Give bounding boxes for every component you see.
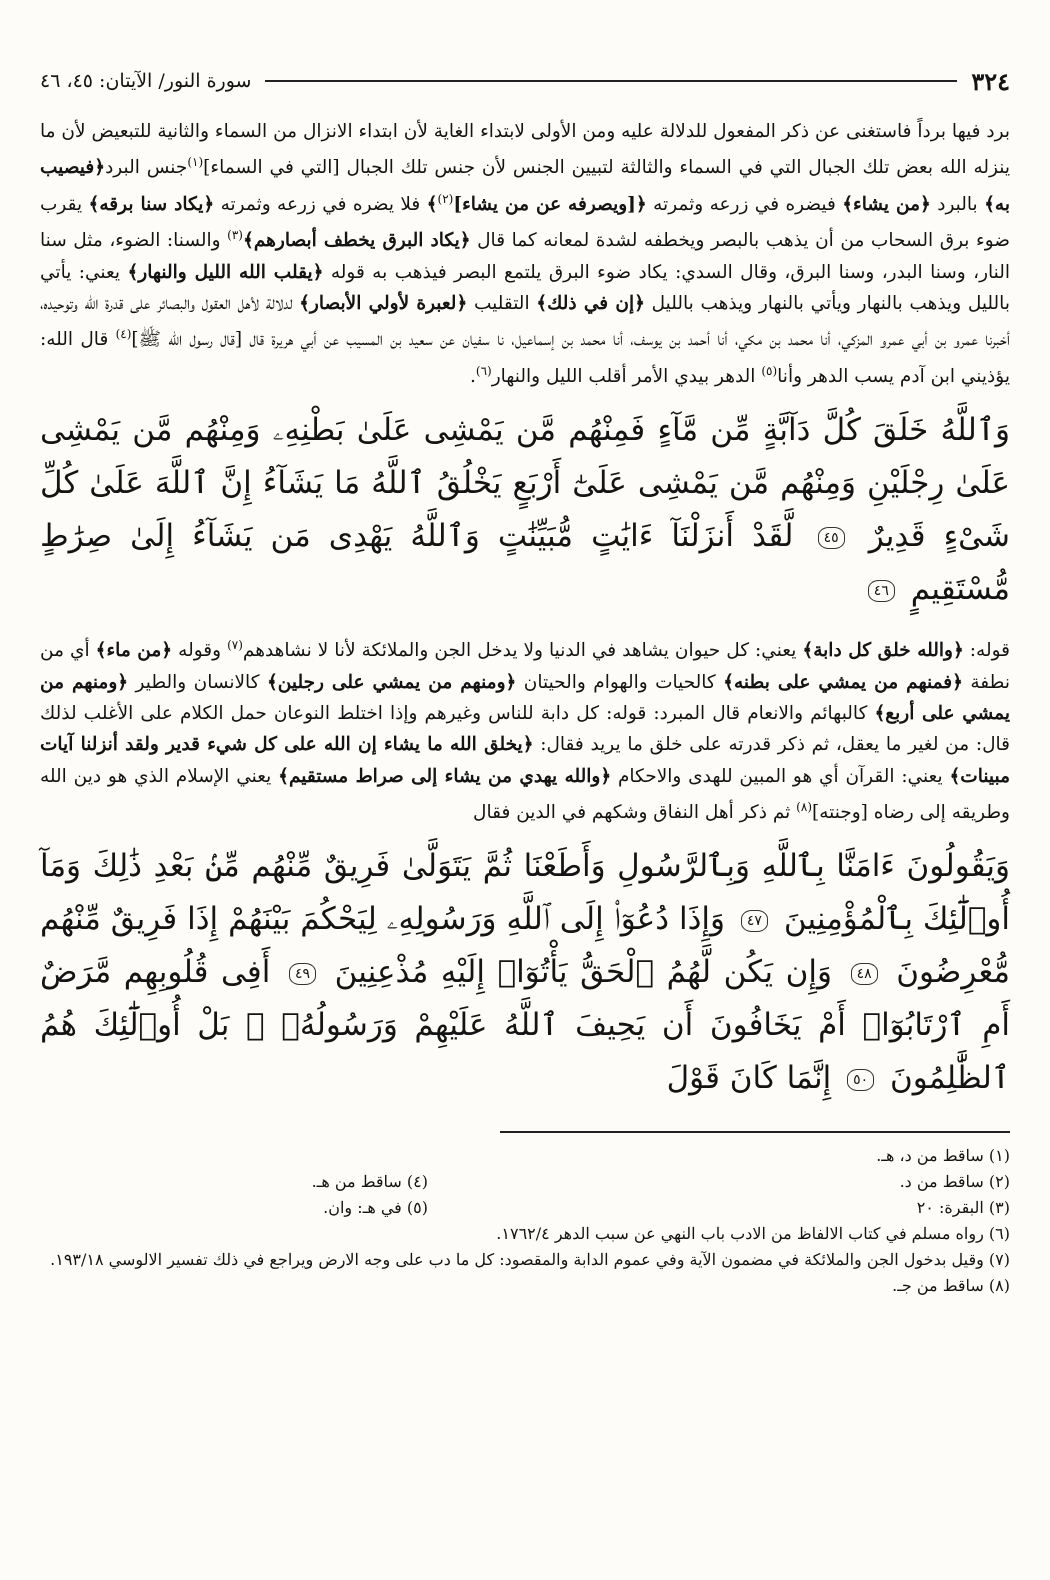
- quran-verse: وَٱللَّهُ خَلَقَ كُلَّ دَآبَّةٍ مِّن مَّآءٍ فَمِنْهُم مَّن يَمْشِى عَلَىٰ بَطْنِهِۦ وَمِنْهُم مَّن يَمْشِى عَلَىٰ رِجْلَيْنِ وَمِنْهُم مَّن يَمْشِى عَلَىٰٓ أَرْبَعٍ يَخْلُقُ ٱللَّهُ مَا يَشَآءُ إِنَّ ٱللَّهَ عَلَىٰ كُلِّ شَىْءٍ قَدِيرٌ: [40, 412, 1010, 555]
- quote-run: ﴿من يشاء﴾: [842, 193, 931, 215]
- footnote-ref: (٣): [227, 228, 243, 243]
- footnote-6: (٦) رواه مسلم في كتاب الالفاظ من الادب باب النهي عن سبب الدهر ١٧٦٢/٤.: [496, 1224, 1010, 1244]
- page-header: [40, 58, 1010, 104]
- commentary-paragraph-2: [40, 630, 1010, 828]
- text-run: قال الله: يؤذيني ابن آدم يسب الدهر وأنا: [40, 329, 1010, 387]
- quote-run: ﴿[ويصرفه عن من يشاء]: [453, 193, 647, 215]
- text-run: لدلالة لأهل العقول والبصائر على قدرة الله وتوحيده، أخبرنا عمرو بن أبي عمرو المزكي، أنا محمد بن مكي، أنا أحمد بن يوسف، أنا محمد بن إسماعيل، نا سفيان عن سعيد بن المسيب عن أبي هريرة قال [قال رسول الله ﷺ]: [40, 292, 1010, 351]
- text-run: كالحيات والهوام والحيتان: [516, 671, 724, 693]
- quote-run: ﴿ومنهم من يمشي على أربع﴾: [40, 671, 1011, 724]
- text-run: كالبهائم والانعام قال المبرد: قوله: كل دابة للناس وغيرهم وإذا اختلط النوعان حمل الكلام على الأغلب لذلك قال: من لغير ما يعقل، ثم ذكر قدرته على خلق ما يريد فقال:: [40, 702, 1011, 756]
- text-run: فيضره في زرعه وثمرته: [646, 193, 843, 215]
- quran-verse: وَيَقُولُونَ ءَامَنَّا بِٱللَّهِ وَبِٱلرَّسُولِ وَأَطَعْنَا ثُمَّ يَتَوَلَّىٰ فَرِيقٌ مِّنْهُم مِّنۢ بَعْدِ ذَٰلِكَ وَمَآ أُو۟لَٰٓئِكَ بِٱلْمُؤْمِنِينَ: [40, 848, 1011, 938]
- quran-verse: وَإِذَا دُعُوٓا۟ إِلَى ٱللَّهِ وَرَسُولِهِۦ لِيَحْكُمَ بَيْنَهُمْ إِذَا فَرِيقٌ مِّنْهُم مُّعْرِضُونَ: [40, 901, 1011, 991]
- quote-run: ﴿يكاد سنا برقه﴾: [88, 193, 215, 215]
- quran-block-2: [40, 840, 1010, 1105]
- footnote-row: [40, 1195, 1010, 1221]
- quote-run: ﴿ومنهم من يمشي على رجلين﴾: [266, 671, 517, 693]
- footnote-2: (٢) ساقط من د.: [899, 1172, 1010, 1192]
- quote-run: ﴿لعبرة لأولي الأبصار﴾: [299, 292, 468, 314]
- footnote-1: (١) ساقط من د، هـ.: [876, 1146, 1010, 1166]
- text-run: والسنا: الضوء، مثل سنا النار، وسنا البدر، وسنا البرق، وقال السدي: يكاد ضوء البرق يلتمع البصر فيذهب به قوله: [40, 230, 1010, 283]
- footnote-ref: (٢): [437, 191, 454, 206]
- footnote-7: (٧) وقيل بدخول الجن والملائكة في مضمون الآية وفي عموم الدابة والمقصود: كل ما دب على وجه الارض ويراجع في ذلك تفسير الالوسي ١٩٣/١٨.: [50, 1250, 1010, 1270]
- ayah-number-marker: ٥٠: [847, 1069, 874, 1091]
- footnote-4: (٤) ساقط من هـ.: [311, 1172, 428, 1192]
- ayah-number-marker: ٤٩: [289, 963, 316, 985]
- footnote-ref: (٥): [761, 363, 778, 378]
- text-run: يقرب ضوء برق السحاب من أن يذهب بالبصر ويخطفه لشدة لمعانه كما قال: [40, 193, 1010, 252]
- text-run: جنس البرد: [105, 157, 188, 179]
- text-run: برد فيها برداً فاستغنى عن ذكر المفعول للدلالة عليه ومن الأولى لابتداء الغاية لأن ابتداء الانزال من السماء والثانية للتبعيض لأن ما ينزله الله بعض تلك الجبال التي في السماء والثالثة لتبيين الجنس لأن جنس تلك الجبال [التي في السماء]: [40, 121, 1010, 179]
- footnote-5: (٥) في هـ: وان.: [323, 1198, 428, 1218]
- footnotes: [40, 1143, 1010, 1299]
- quote-run: ﴿إن في ذلك﴾: [536, 292, 645, 314]
- text-run: قوله:: [963, 640, 1010, 662]
- text-run: فلا يضره في زرعه وثمرته: [214, 193, 427, 215]
- quote-run: ﴿يقلب الله الليل والنهار﴾: [127, 261, 324, 283]
- text-run: كالانسان والطير: [128, 671, 267, 693]
- text-run: بالبرد: [930, 193, 985, 215]
- header-rule: [265, 80, 957, 82]
- ayah-number-marker: ٤٨: [851, 963, 878, 985]
- footnote-ref: (٧): [227, 638, 243, 653]
- footnote-row: [40, 1169, 1010, 1195]
- footnote-ref: (١): [187, 155, 204, 170]
- quote-run: ﴿فيصيب به﴾: [40, 157, 1010, 215]
- text-run: التقليب: [467, 292, 537, 314]
- quran-verse: إِنَّمَا كَانَ قَوْلَ: [666, 1060, 832, 1097]
- footnote-ref: (٨): [796, 799, 812, 814]
- text-run: الدهر بيدي الأمر أقلب الليل والنهار: [491, 365, 762, 387]
- quran-block-1: [40, 404, 1010, 616]
- quote-run: ﴾: [426, 193, 438, 215]
- text-run: .: [469, 365, 476, 387]
- quote-run: ﴿يكاد البرق يخطف أبصارهم﴾: [242, 230, 471, 252]
- quote-run: ﴿والله خلق كل دابة﴾: [802, 640, 964, 662]
- footnote-3: (٣) البقرة: ٢٠: [916, 1198, 1010, 1218]
- text-run: يعني: كل حيوان يشاهد في الدنيا ولا يدخل الجن والملائكة لأنا لا نشاهدهم: [242, 640, 803, 662]
- text-run: يعني الإسلام الذي هو دين الله وطريقه إلى رضاه [وجنته]: [40, 765, 1010, 823]
- quote-run: ﴿فمنهم من يمشي على بطنه﴾: [723, 671, 963, 693]
- surah-title: سورة النور/ الآيتان: ٤٥، ٤٦: [40, 70, 252, 92]
- text-run: ثم ذكر أهل النفاق وشكهم في الدين فقال: [473, 801, 797, 823]
- ayah-number-marker: ٤٧: [741, 910, 768, 932]
- quote-run: ﴿والله يهدي من يشاء إلى صراط مستقيم﴾: [278, 765, 612, 787]
- quote-run: ﴿من ماء﴾: [95, 640, 173, 662]
- quran-verse: وَإِن يَكُن لَّهُمُ ٱلْحَقُّ يَأْتُوٓا۟ إِلَيْهِ مُذْعِنِينَ: [334, 954, 832, 991]
- footnote-8: (٨) ساقط من جـ.: [892, 1276, 1010, 1296]
- quran-verse: لَّقَدْ أَنزَلْنَآ ءَايَٰتٍ مُّبَيِّنَٰتٍ وَٱللَّهُ يَهْدِى مَن يَشَآءُ إِلَىٰ صِرَٰطٍ مُّسْتَقِيمٍ: [40, 518, 1010, 608]
- commentary-paragraph-1: [40, 116, 1010, 392]
- ayah-number-marker: ٤٦: [868, 580, 895, 602]
- footnote-ref: (٦): [475, 363, 492, 378]
- quran-verse: أَفِى قُلُوبِهِم مَّرَضٌ أَمِ ٱرْتَابُوٓا۟ أَمْ يَخَافُونَ أَن يَحِيفَ ٱللَّهُ عَلَيْهِمْ وَرَسُولُهُۥ ۚ بَلْ أُو۟لَٰٓئِكَ هُمُ ٱلظَّٰلِمُونَ: [40, 954, 1010, 1097]
- text-run: أي من نطفة: [40, 640, 1010, 693]
- ayah-number-marker: ٤٥: [818, 527, 845, 549]
- footnote-rule: [500, 1131, 1010, 1133]
- page-number: ٣٢٤: [971, 66, 1010, 96]
- quote-run: ﴿يخلق الله ما يشاء إن الله على كل شيء قدير ولقد أنزلنا آيات مبينات﴾: [40, 734, 1010, 787]
- text-run: يعني: يأتي بالليل ويذهب بالنهار ويأتي بالنهار ويذهب بالليل: [40, 261, 1010, 314]
- text-run: يعني: القرآن أي هو المبين للهدى والاحكام: [611, 765, 950, 787]
- text-run: وقوله: [172, 640, 228, 662]
- footnote-ref: (٤): [115, 327, 132, 342]
